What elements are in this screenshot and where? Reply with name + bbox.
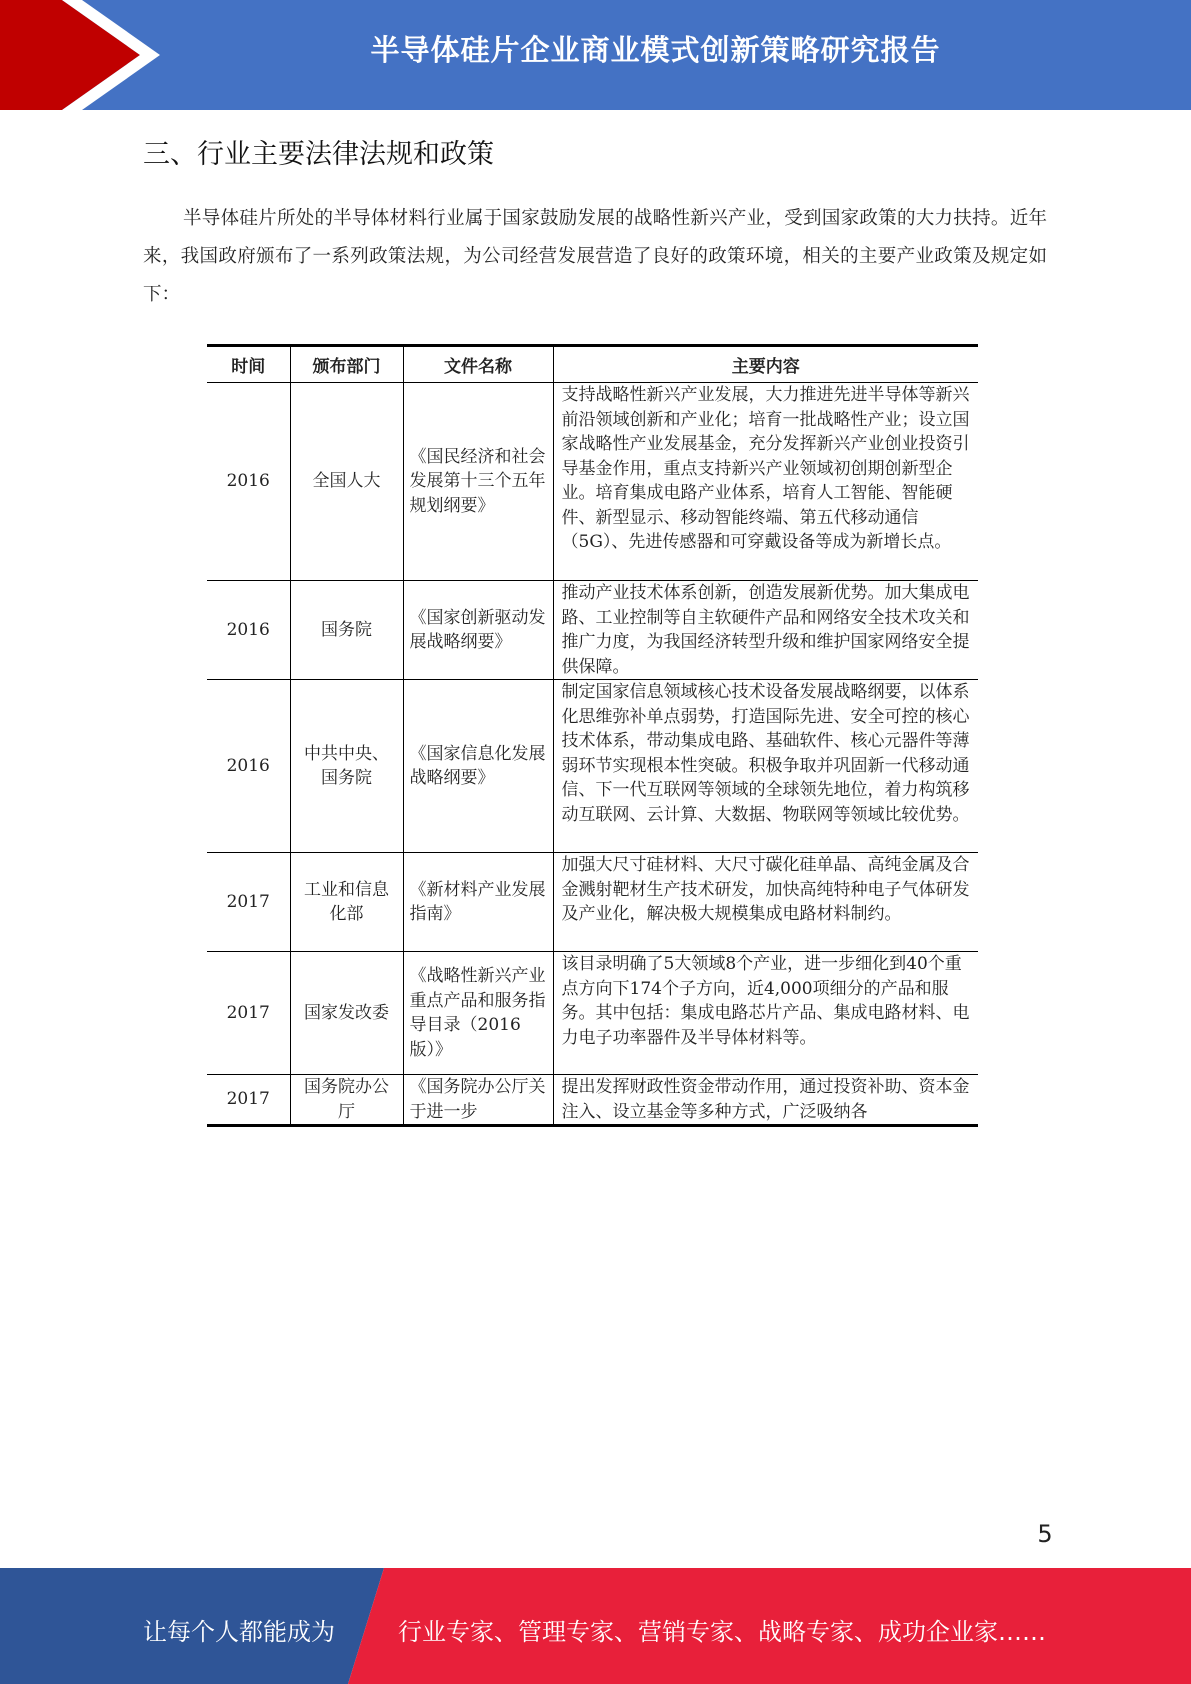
page-number: 5	[1037, 1520, 1053, 1548]
table-row	[207, 1075, 978, 1126]
cell-dept: 国务院	[290, 581, 403, 680]
policy-table	[207, 344, 978, 1127]
footer-slogan-left: 让每个人都能成为	[143, 1618, 335, 1646]
cell-year: 2016	[207, 383, 290, 581]
cell-year: 2016	[207, 581, 290, 680]
header-content: 主要内容	[553, 346, 978, 383]
cell-content: 提出发挥财政性资金带动作用，通过投资补助、资本金注入、设立基金等多种方式，广泛吸纳各	[553, 1075, 978, 1126]
header-year: 时间	[207, 346, 290, 383]
table-row	[207, 952, 978, 1075]
cell-doc: 《新材料产业发展指南》	[403, 853, 553, 952]
cell-year: 2017	[207, 853, 290, 952]
table-row	[207, 383, 978, 581]
cell-doc: 《国家信息化发展战略纲要》	[403, 680, 553, 853]
report-title: 半导体硅片企业商业模式创新策略研究报告	[370, 33, 941, 67]
table-row	[207, 853, 978, 952]
table-row	[207, 680, 978, 853]
cell-doc: 《战略性新兴产业重点产品和服务指导目录（2016版）》	[403, 952, 553, 1075]
section-title: 三、行业主要法律法规和政策	[143, 139, 494, 170]
cell-year: 2016	[207, 680, 290, 853]
cell-dept: 工业和信息化部	[290, 853, 403, 952]
intro-paragraph: 半导体硅片所处的半导体材料行业属于国家鼓励发展的战略性新兴产业，受到国家政策的大力扶持。近年来，我国政府颁布了一系列政策法规，为公司经营发展营造了良好的政策环境，相关的主要产业政策及规定如下：	[143, 208, 1047, 305]
cell-content: 推动产业技术体系创新，创造发展新优势。加大集成电路、工业控制等自主软硬件产品和网络安全技术攻关和推广力度，为我国经济转型升级和维护国家网络安全提供保障。	[553, 581, 978, 680]
header-arrow-graphic	[0, 0, 160, 110]
cell-doc: 《国务院办公厅关于进一步	[403, 1075, 553, 1126]
cell-content: 制定国家信息领域核心技术设备发展战略纲要，以体系化思维弥补单点弱势，打造国际先进、安全可控的核心技术体系，带动集成电路、基础软件、核心元器件等薄弱环节实现根本性突破。积极争取并巩固新一代移动通信、下一代互联网等领域的全球领先地位，着力构筑移动互联网、云计算、大数据、物联网等领域比较优势。	[553, 680, 978, 853]
cell-content: 该目录明确了5大领域8个产业，进一步细化到40个重点方向下174个子方向，近4,000项细分的产品和服务。其中包括：集成电路芯片产品、集成电路材料、电力电子功率器件及半导体材料等。	[553, 952, 978, 1075]
cell-content: 支持战略性新兴产业发展，大力推进先进半导体等新兴前沿领域创新和产业化；培育一批战略性产业；设立国家战略性产业发展基金，充分发挥新兴产业创业投资引导基金作用，重点支持新兴产业领域初创期创新型企业。培育集成电路产业体系，培育人工智能、智能硬件、新型显示、移动智能终端、第五代移动通信（5G）、先进传感器和可穿戴设备等成为新增长点。	[553, 383, 978, 581]
cell-doc: 《国家创新驱动发展战略纲要》	[403, 581, 553, 680]
cell-dept: 全国人大	[290, 383, 403, 581]
cell-dept: 国家发改委	[290, 952, 403, 1075]
cell-year: 2017	[207, 1075, 290, 1126]
cell-dept: 国务院办公厅	[290, 1075, 403, 1126]
cell-dept: 中共中央、国务院	[290, 680, 403, 853]
page-header	[0, 0, 1191, 110]
cell-year: 2017	[207, 952, 290, 1075]
table-row	[207, 581, 978, 680]
cell-content: 加强大尺寸硅材料、大尺寸碳化硅单晶、高纯金属及合金溅射靶材生产技术研发，加快高纯特种电子气体研发及产业化，解决极大规模集成电路材料制约。	[553, 853, 978, 952]
header-dept: 颁布部门	[290, 346, 403, 383]
header-doc: 文件名称	[403, 346, 553, 383]
table-header-row	[207, 346, 978, 383]
cell-doc: 《国民经济和社会发展第十三个五年规划纲要》	[403, 383, 553, 581]
footer-slogan-right: 行业专家、管理专家、营销专家、战略专家、成功企业家……	[398, 1618, 1046, 1646]
page-footer	[0, 1568, 1191, 1684]
